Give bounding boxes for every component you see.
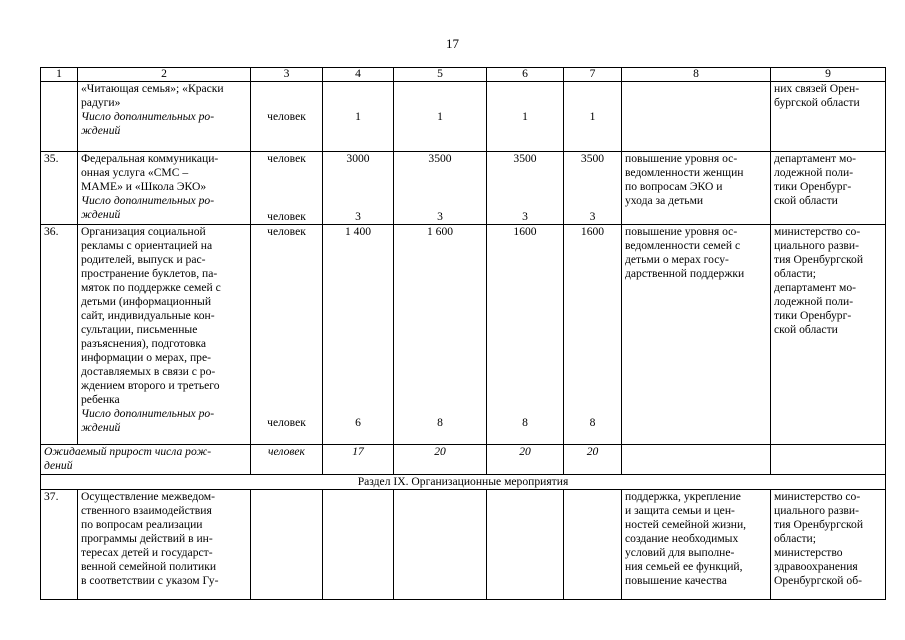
expected-label: Ожидаемый прирост числа рож- дений bbox=[41, 445, 251, 475]
row-number: 35. bbox=[41, 152, 78, 225]
expected-2017: 17 bbox=[323, 445, 394, 475]
indicator-2019: 8 bbox=[522, 416, 528, 429]
value-cell bbox=[394, 490, 487, 600]
measures-table bbox=[40, 67, 886, 600]
indicator-label: Число дополнительных ро- ждений bbox=[81, 194, 215, 221]
value-cell bbox=[394, 225, 487, 445]
indicator-label: Число дополнительных ро- ждений bbox=[81, 110, 215, 137]
indicator-label: Число дополнительных ро- ждений bbox=[81, 407, 215, 434]
value-cell bbox=[394, 82, 487, 152]
expected-2020: 20 bbox=[564, 445, 622, 475]
value-2019: 3500 bbox=[513, 152, 537, 165]
value-cell bbox=[394, 152, 487, 225]
responsible-cell: них связей Орен- бургской области bbox=[771, 82, 886, 152]
expected-2018: 20 bbox=[394, 445, 487, 475]
expected-unit: человек bbox=[251, 445, 323, 475]
value-2019: 1600 bbox=[513, 225, 537, 238]
value-cell bbox=[487, 225, 564, 445]
responsible-cell: департамент мо- лодежной поли- тики Оренбург- ской области bbox=[771, 152, 886, 225]
result-cell bbox=[622, 82, 771, 152]
unit-value: человек bbox=[267, 152, 306, 165]
indicator-2018: 3 bbox=[437, 210, 443, 223]
value-cell bbox=[487, 82, 564, 152]
indicator-2017: 6 bbox=[355, 416, 361, 429]
expected-result-cell bbox=[622, 445, 771, 475]
indicator-2020: 8 bbox=[589, 416, 596, 429]
value-2018: 1 bbox=[437, 110, 443, 123]
value-cell bbox=[323, 82, 394, 152]
result-cell: повышение уровня ос- ведомленности семей с детьми о мерах госу- дарственной поддержки bbox=[622, 225, 771, 445]
value-2017: 3000 bbox=[346, 152, 370, 165]
unit-cell bbox=[251, 490, 323, 600]
header-cell: 5 bbox=[394, 68, 487, 82]
measure-name: «Читающая семья»; «Краски радуги» bbox=[81, 82, 224, 109]
unit-value-indicator: человек bbox=[267, 210, 306, 223]
result-cell: повышение уровня ос- ведомленности женщин по вопросам ЭКО и ухода за детьми bbox=[622, 152, 771, 225]
section-row bbox=[41, 475, 886, 490]
header-cell: 4 bbox=[323, 68, 394, 82]
header-row bbox=[41, 68, 886, 82]
measure-cell bbox=[78, 152, 251, 225]
expected-responsible-cell bbox=[771, 445, 886, 475]
unit-value: человек bbox=[267, 225, 306, 238]
unit-cell bbox=[251, 225, 323, 445]
value-2019: 1 bbox=[522, 110, 528, 123]
result-cell: поддержка, укрепление и защита семьи и цен- ностей семейной жизни, создание необходимых условий для выполне- ния семьей ее функций, повышение качества bbox=[622, 490, 771, 600]
value-cell bbox=[564, 82, 622, 152]
header-cell: 9 bbox=[771, 68, 886, 82]
row-number: 37. bbox=[41, 490, 78, 600]
value-cell bbox=[564, 490, 622, 600]
value-cell bbox=[487, 490, 564, 600]
header-cell: 3 bbox=[251, 68, 323, 82]
value-cell bbox=[323, 152, 394, 225]
value-2017: 1 400 bbox=[344, 225, 372, 238]
value-2020: 3500 bbox=[580, 152, 605, 165]
value-2018: 1 600 bbox=[426, 225, 454, 238]
table-row-continuation bbox=[41, 82, 886, 152]
unit-value-indicator: человек bbox=[267, 416, 306, 429]
row-number: 36. bbox=[41, 225, 78, 445]
value-2018: 3500 bbox=[428, 152, 452, 165]
indicator-2018: 8 bbox=[437, 416, 443, 429]
section-title: Раздел IX. Организационные мероприятия bbox=[41, 475, 886, 490]
measure-name: Организация социальной рекламы с ориентацией на родителей, выпуск и рас- пространение буклетов, па- мяток по поддержке семей с детьми (информационный сайт, индивидуальные кон- сультации, письменные разъяснения), подготовка информации о мерах, пре- доставляемых в связи с ро- ждением второго и третьего ребенка bbox=[81, 225, 221, 406]
header-cell: 8 bbox=[622, 68, 771, 82]
header-cell: 2 bbox=[78, 68, 251, 82]
value-2020: 1 bbox=[589, 110, 596, 123]
expected-2019: 20 bbox=[487, 445, 564, 475]
measure-cell bbox=[78, 82, 251, 152]
table-row-36 bbox=[41, 225, 886, 445]
measure-cell bbox=[78, 225, 251, 445]
indicator-2020: 3 bbox=[589, 210, 596, 223]
value-2017: 1 bbox=[355, 110, 361, 123]
value-cell bbox=[323, 225, 394, 445]
measure-name: Осуществление межведом- ственного взаимодействия по вопросам реализации программы действий в ин- тересах детей и государст- венной семейной политики в соответствии с указом Гу- bbox=[78, 490, 251, 600]
responsible-cell: министерство со- циального разви- тия Оренбургской области; министерство здравоохранения Оренбургской об- bbox=[771, 490, 886, 600]
value-2020: 1600 bbox=[580, 225, 605, 238]
measure-name: Федеральная коммуникаци- онная услуга «СМС – МАМЕ» и «Школа ЭКО» bbox=[81, 152, 219, 193]
value-cell bbox=[564, 152, 622, 225]
value-cell bbox=[564, 225, 622, 445]
unit-cell bbox=[251, 152, 323, 225]
indicator-2019: 3 bbox=[522, 210, 528, 223]
page-number: 17 bbox=[446, 36, 459, 51]
header-cell: 7 bbox=[564, 68, 622, 82]
header-cell: 6 bbox=[487, 68, 564, 82]
unit-cell bbox=[251, 82, 323, 152]
table-row-37 bbox=[41, 490, 886, 600]
unit-value: человек bbox=[267, 110, 306, 123]
row-number-cell bbox=[41, 82, 78, 152]
value-cell bbox=[323, 490, 394, 600]
value-cell bbox=[487, 152, 564, 225]
table-row-expected bbox=[41, 445, 886, 475]
table-row-35 bbox=[41, 152, 886, 225]
responsible-cell: министерство со- циального разви- тия Оренбургской области; департамент мо- лодежной поли- тики Оренбург- ской области bbox=[771, 225, 886, 445]
header-cell: 1 bbox=[41, 68, 78, 82]
indicator-2017: 3 bbox=[355, 210, 361, 223]
